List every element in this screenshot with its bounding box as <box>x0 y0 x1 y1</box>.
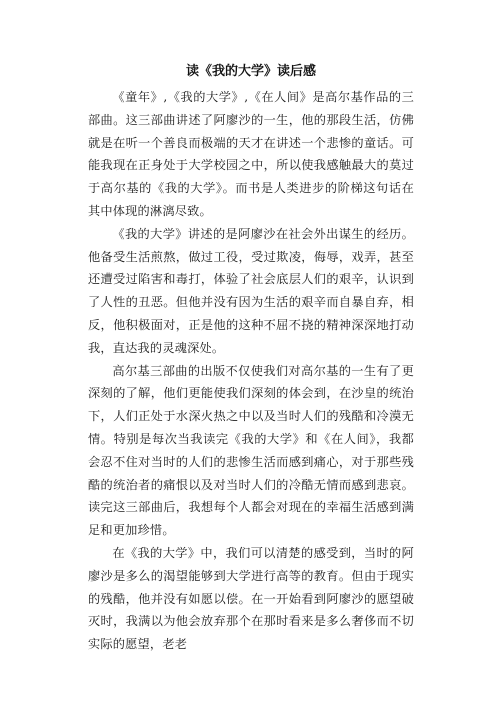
paragraph-4: 在《我的大学》中，我们可以清楚的感受到，当时的阿廖沙是多么的渴望能够到大学进行高等的教育。但由于现实的残酷，他并没有如愿以偿。在一开始看到阿廖沙的愿望破灭时，我满以为他会放弃那个在那时看来是多么奢侈而不切实际的愿望，老老 <box>88 545 414 652</box>
paragraph-3: 高尔基三部曲的出版不仅使我们对高尔基的一生有了更深刻的了解，他们更能使我们深刻的体会到，在沙皇的统治下，人们正处于水深火热之中以及当时人们的残酷和冷漠无情。特别是每次当我读完《我的大学》和《在人间》，我都会忍不住对当时的人们的悲惨生活而感到痛心，对于那些残酷的统治者的痛恨以及对当时人们的冷酷无情而感到悲哀。读完这三部曲后，我想每个人都会对现在的幸福生活感到满足和更加珍惜。 <box>88 363 414 538</box>
document-body <box>88 62 414 656</box>
paragraph-2: 《我的大学》讲述的是阿廖沙在社会外出谋生的经历。他备受生活煎熬，做过工役，受过欺凌，侮辱，戏弄，甚至还遭受过陷害和毒打，体验了社会底层人们的艰辛，认识到了人性的丑恶。但他并没有因为生活的艰辛而自暴自弃，相反，他积极面对，正是他的这种不屈不挠的精神深深地打动我，直达我的灵魂深处。 <box>88 226 414 355</box>
document-title: 读《我的大学》读后感 <box>185 64 316 79</box>
paragraph-1: 《童年》,《我的大学》,《在人间》是高尔基作品的三部曲。这三部曲讲述了阿廖沙的一生，他的那段生活，仿佛就是在听一个善良而极端的天才在讲述一个悲惨的童话。可能我现在正身处于大学校园之中，所以使我感触最大的莫过于高尔基的《我的大学》。而书是人类进步的阶梯这句话在其中体现的淋漓尽致。 <box>88 90 414 218</box>
